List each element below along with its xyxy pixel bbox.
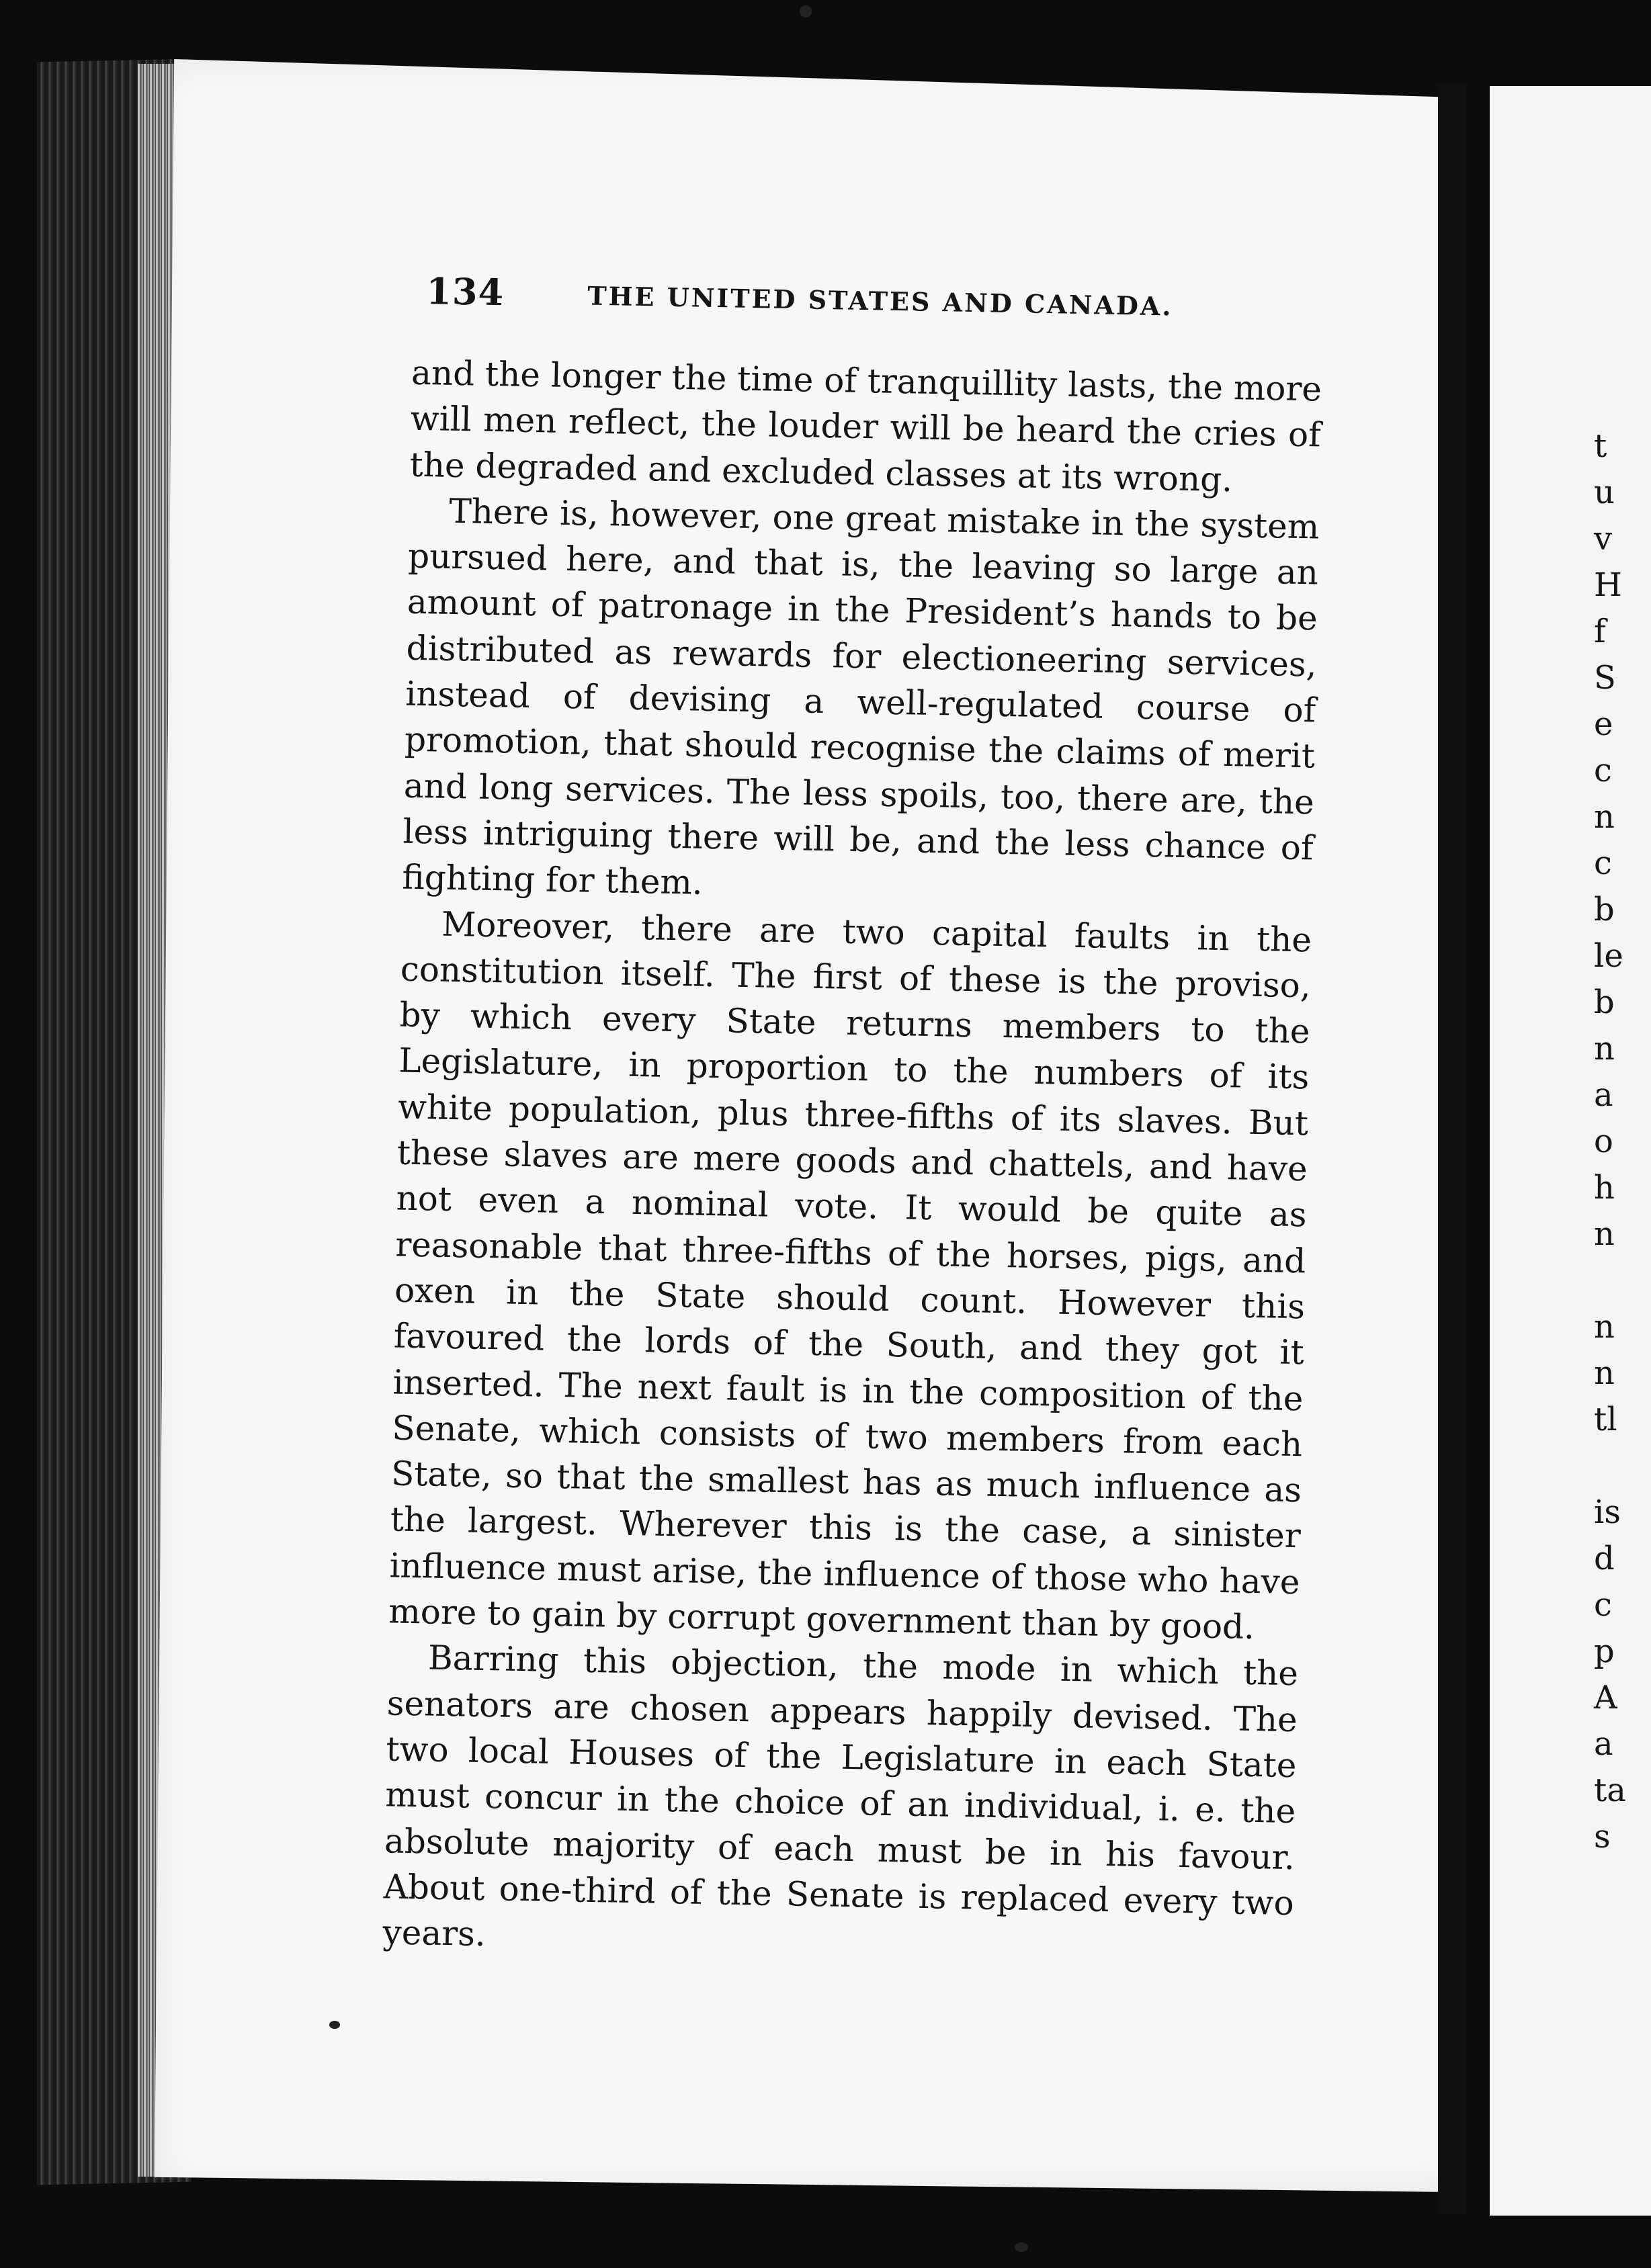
facing-page-fragment: e — [1594, 705, 1613, 743]
paragraph-patronage: There is, however, one great mistake in the system pursued here, and that is, the leaving so large an amount of patronage in the President’s hands to be distributed as rewards for electioneering services, instead of devising a well-regulated course of promotion, that should recognise the claims of merit and long services. The less spoils, too, there are, the less intriguing there will be, and the less chance of fighting for them. — [401, 491, 1320, 903]
facing-page-fragment: c — [1594, 752, 1612, 789]
running-title: THE UNITED STATES AND CANADA. — [587, 280, 1174, 322]
book-gutter — [1438, 84, 1466, 2214]
facing-page-fragment: S — [1594, 659, 1616, 697]
facing-page-fragment: v — [1594, 520, 1613, 558]
facing-page-fragment — [1594, 1258, 1621, 1304]
paragraph-senators-chosen: Barring this objection, the mode in which the senators are chosen appears happily devised. The two local Houses of the Legislature in each State must concur in the choice of an individual, i. e. the absolute majority of each must be in his favour. About one-third of the Senate is replaced every two years. — [382, 1638, 1299, 1954]
page-number: 134 — [425, 269, 505, 314]
facing-page-fragment: n — [1594, 1308, 1615, 1346]
facing-page-fragment: b — [1594, 891, 1615, 928]
facing-page-fragment: b — [1594, 984, 1615, 1021]
facing-page-fragment: c — [1594, 844, 1612, 882]
paragraph-continuation: and the longer the time of tranquillity lasts, the more will men reflect, the louder will be heard the cries of the degraded and excluded classes at its wrong. — [409, 353, 1322, 499]
facing-page-fragment: n — [1594, 1215, 1615, 1253]
facing-page-fragment: n — [1594, 798, 1615, 836]
facing-page-fragment: a — [1594, 1725, 1613, 1763]
ink-speck — [800, 5, 812, 17]
facing-page-fragment: p — [1594, 1632, 1615, 1670]
facing-page-fragment: f — [1594, 613, 1606, 650]
facing-page-fragment: tl — [1594, 1401, 1617, 1438]
facing-page-text-fragments — [1594, 423, 1626, 1860]
facing-page-fragment: t — [1594, 427, 1607, 465]
facing-page-fragment: d — [1594, 1540, 1615, 1577]
facing-page-fragment: is — [1594, 1493, 1621, 1531]
facing-page-fragment: n — [1594, 1030, 1615, 1067]
facing-page-fragment: h — [1594, 1169, 1615, 1207]
facing-page-fragment: c — [1594, 1586, 1612, 1624]
facing-page-fragment: ta — [1594, 1772, 1626, 1809]
facing-page-sliver — [1475, 86, 1651, 2216]
facing-page-fragment: o — [1594, 1123, 1613, 1160]
facing-page-fragment: a — [1594, 1076, 1613, 1114]
facing-page-fragment: u — [1594, 474, 1615, 511]
facing-page-fragment: le — [1594, 937, 1623, 975]
ink-speck — [1015, 2242, 1028, 2252]
facing-page-fragment: A — [1594, 1679, 1617, 1716]
facing-page-fragment: n — [1594, 1354, 1615, 1392]
facing-page-fragment: H — [1594, 566, 1622, 604]
paragraph-constitution-faults: Moreover, there are two capital faults in the constitution itself. The first of these is the proviso, by which every State returns members to the Legislature, in proportion to the numbers of its white population, plus three-fifths of its slaves. But these slaves are mere goods and chattels, and have not even a nominal vote. It would be quite as reasonable that three-fifths of the horses, pigs, and oxen in the State should count. However this favoured the lords of the South, and they got it inserted. The next fault is in the composition of the Senate, which consists of two members from each State, so that the smallest has as much influence as the largest. Wherever this is the case, a sinister influence must arise, the influence of those who have more to gain by corrupt government than by good. — [388, 904, 1312, 1647]
facing-page-fragment — [1594, 1443, 1621, 1489]
page-text-block — [355, 269, 1330, 1972]
ink-speck — [329, 2021, 340, 2029]
facing-page-fragment: s — [1594, 1818, 1611, 1856]
